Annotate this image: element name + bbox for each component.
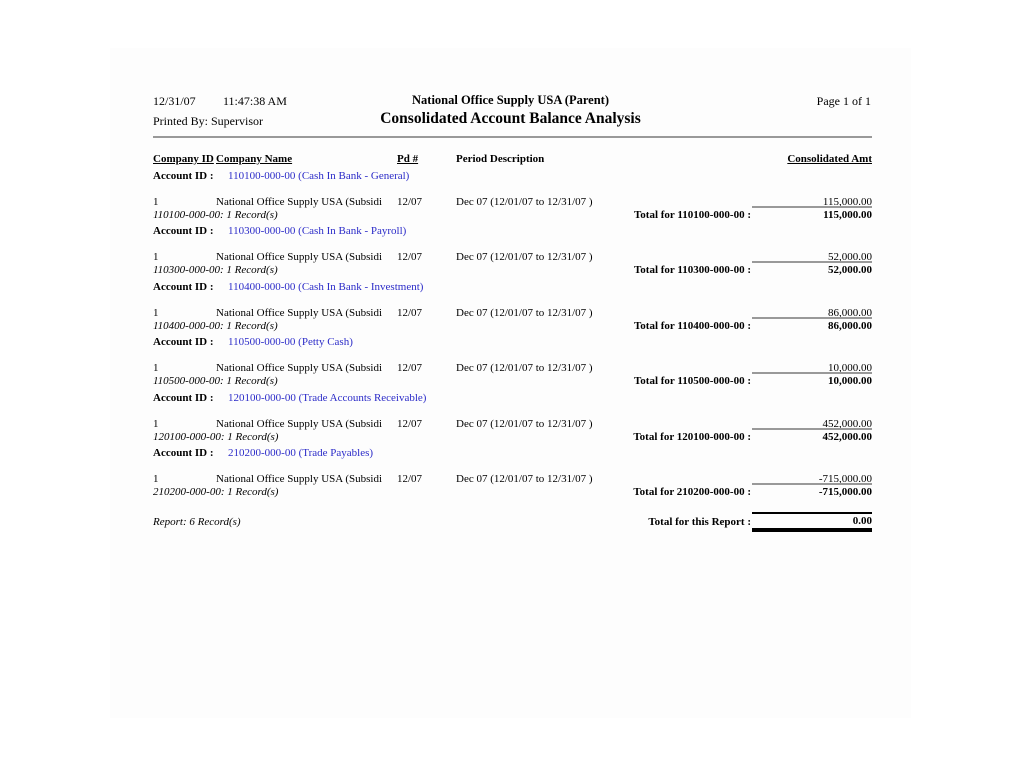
report-total-label: Total for this Report : [648, 516, 751, 528]
cell-period-description: Dec 07 (12/01/07 to 12/31/07 ) [456, 306, 593, 319]
cell-company-name: National Office Supply USA (Subsidi [216, 362, 383, 375]
group-record-count: 210200-000-00: 1 Record(s) [153, 485, 279, 498]
account-id-label: Account ID : [153, 391, 214, 404]
group-total-label: Total for 110100-000-00 : [633, 209, 751, 221]
group-total-label: Total for 110300-000-00 : [633, 264, 751, 277]
cell-company-id: 1 [153, 362, 159, 375]
account-id-link[interactable]: 110300-000-00 (Cash In Bank - Payroll) [228, 225, 407, 238]
cell-pd: 12/07 [397, 472, 423, 485]
company-title: National Office Supply USA (Parent) [412, 93, 609, 107]
group-total-label: Total for 210200-000-00 : [633, 485, 751, 498]
group-total-amount: 52,000.00 [828, 264, 872, 277]
account-id-link[interactable]: 110400-000-00 (Cash In Bank - Investment) [228, 280, 424, 293]
column-header-company-name: Company Name [216, 153, 293, 165]
cell-company-name: National Office Supply USA (Subsidi [216, 472, 383, 485]
report-record-count: Report: 6 Record(s) [153, 516, 241, 528]
report-page [110, 48, 911, 718]
cell-company-id: 1 [153, 472, 159, 485]
report-total-rule [752, 512, 872, 514]
column-header-pd: Pd # [397, 153, 419, 165]
group-record-count: 110100-000-00: 1 Record(s) [153, 209, 278, 221]
account-id-link[interactable]: 110500-000-00 (Petty Cash) [228, 336, 353, 349]
cell-company-name: National Office Supply USA (Subsidi [216, 196, 383, 208]
account-group [110, 390, 911, 445]
group-record-count: 110300-000-00: 1 Record(s) [153, 264, 278, 277]
group-total-rule [752, 428, 872, 430]
report-title: Consolidated Account Balance Analysis [380, 110, 641, 127]
report-total-amount: 0.00 [852, 515, 872, 527]
group-total-label: Total for 120100-000-00 : [633, 430, 751, 443]
cell-pd: 12/07 [397, 251, 423, 264]
group-record-count: 110500-000-00: 1 Record(s) [153, 375, 278, 388]
header-rule [153, 136, 872, 138]
cell-period-description: Dec 07 (12/01/07 to 12/31/07 ) [456, 472, 593, 485]
cell-company-id: 1 [153, 417, 159, 430]
account-id-label: Account ID : [153, 446, 214, 459]
group-total-amount: 452,000.00 [822, 430, 872, 443]
account-group [110, 168, 911, 223]
account-groups [110, 168, 911, 500]
group-total-amount: -715,000.00 [818, 485, 872, 498]
print-date: 12/31/07 [153, 94, 196, 108]
cell-consolidated-amt: 452,000.00 [822, 417, 872, 430]
account-id-link[interactable]: 210200-000-00 (Trade Payables) [228, 446, 374, 459]
group-total-amount: 86,000.00 [828, 319, 872, 332]
cell-period-description: Dec 07 (12/01/07 to 12/31/07 ) [456, 251, 593, 264]
group-total-label: Total for 110500-000-00 : [633, 375, 751, 388]
print-time: 11:47:38 AM [223, 94, 287, 108]
cell-company-id: 1 [153, 196, 159, 208]
column-header-period-description: Period Description [456, 153, 545, 165]
cell-consolidated-amt: 115,000.00 [822, 196, 872, 208]
cell-consolidated-amt: 10,000.00 [828, 362, 872, 375]
cell-pd: 12/07 [397, 417, 423, 430]
account-group [110, 334, 911, 389]
cell-period-description: Dec 07 (12/01/07 to 12/31/07 ) [456, 362, 593, 375]
group-total-rule [752, 206, 872, 208]
group-total-amount: 115,000.00 [823, 209, 872, 221]
cell-company-id: 1 [153, 251, 159, 264]
cell-pd: 12/07 [397, 306, 423, 319]
group-total-rule [752, 261, 872, 263]
group-record-count: 120100-000-00: 1 Record(s) [153, 430, 279, 443]
cell-company-name: National Office Supply USA (Subsidi [216, 417, 383, 430]
account-group [110, 279, 911, 334]
account-id-label: Account ID : [153, 225, 214, 238]
printed-by: Printed By: Supervisor [153, 114, 263, 128]
cell-consolidated-amt: 86,000.00 [828, 306, 872, 319]
group-total-amount: 10,000.00 [828, 375, 872, 388]
account-group [110, 223, 911, 278]
cell-consolidated-amt: -715,000.00 [818, 472, 872, 485]
group-total-rule [752, 483, 872, 485]
account-group [110, 445, 911, 500]
cell-company-name: National Office Supply USA (Subsidi [216, 306, 383, 319]
group-record-count: 110400-000-00: 1 Record(s) [153, 319, 278, 332]
cell-pd: 12/07 [397, 362, 423, 375]
page-number: Page 1 of 1 [816, 94, 871, 108]
account-id-label: Account ID : [153, 280, 214, 293]
group-total-label: Total for 110400-000-00 : [633, 319, 751, 332]
column-header-company-id: Company ID [153, 153, 214, 165]
group-total-rule [752, 372, 872, 374]
cell-period-description: Dec 07 (12/01/07 to 12/31/07 ) [456, 196, 593, 208]
cell-pd: 12/07 [397, 196, 423, 208]
account-id-link[interactable]: 120100-000-00 (Trade Accounts Receivable) [228, 391, 427, 404]
account-id-label: Account ID : [153, 336, 214, 349]
cell-consolidated-amt: 52,000.00 [828, 251, 872, 264]
group-total-rule [752, 317, 872, 319]
cell-company-name: National Office Supply USA (Subsidi [216, 251, 383, 264]
account-id-link[interactable]: 110100-000-00 (Cash In Bank - General) [228, 170, 410, 182]
cell-company-id: 1 [153, 306, 159, 319]
cell-period-description: Dec 07 (12/01/07 to 12/31/07 ) [456, 417, 593, 430]
column-header-consolidated-amt: Consolidated Amt [787, 153, 872, 165]
report-total-double-rule [752, 528, 872, 532]
account-id-label: Account ID : [153, 170, 214, 182]
